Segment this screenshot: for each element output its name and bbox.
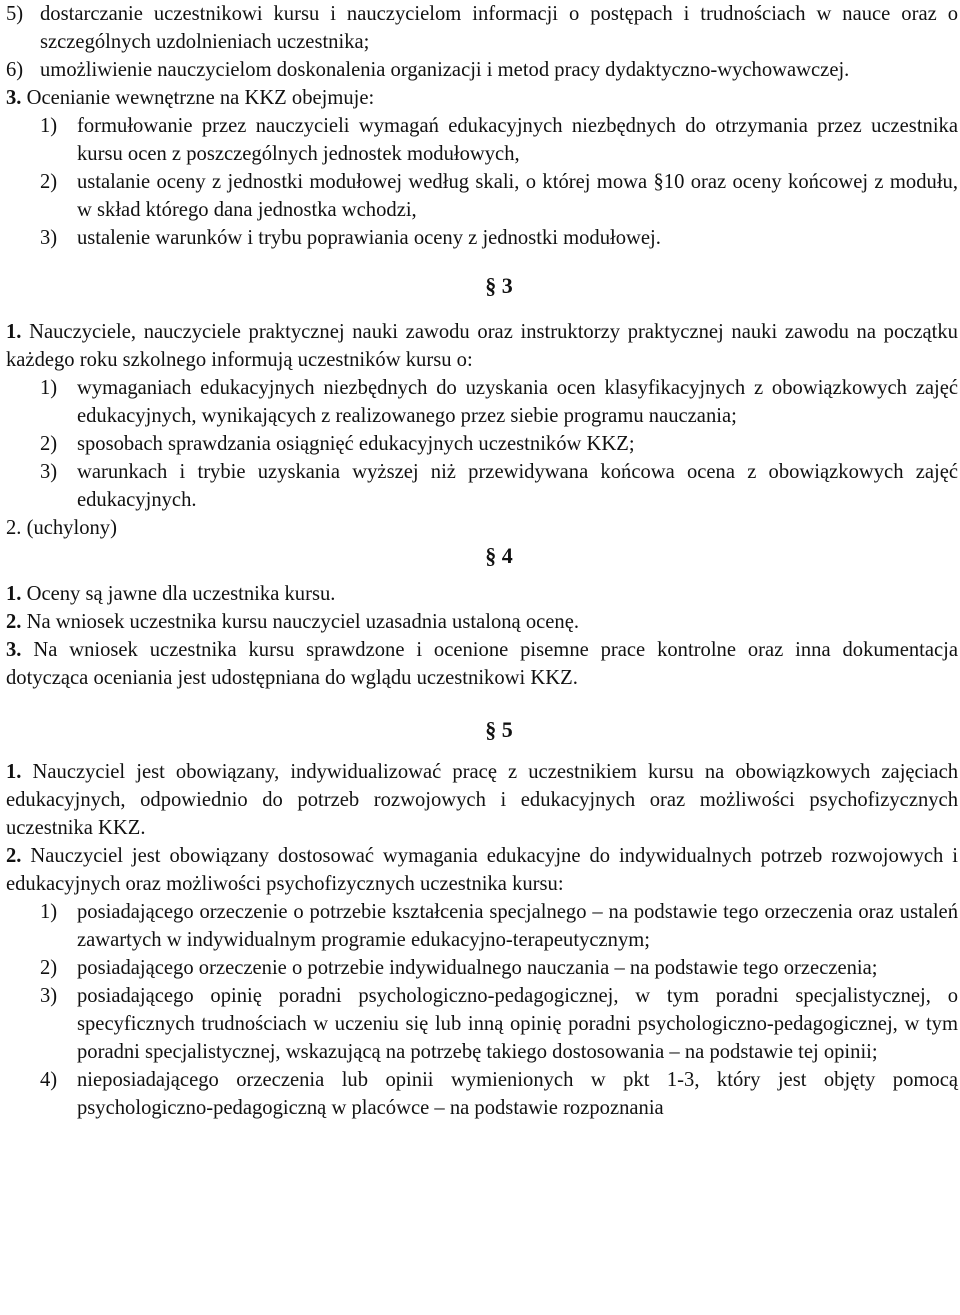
paragraph-text: Nauczyciele, nauczyciele praktycznej nauki zawodu oraz instruktorzy praktycznej nauki zawodu na początku każdego roku szkolnego informują uczestników kursu o: [6,321,958,371]
paragraph-text: Na wniosek uczestnika kursu sprawdzone i ocenione pisemne prace kontrolne oraz inna dokumentacja dotycząca oceniania jest udostępniana do wglądu uczestnikowi KKZ. [6,639,958,689]
paragraph-text: Nauczyciel jest obowiązany dostosować wymagania edukacyjne do indywidualnych potrzeb rozwojowych i edukacyjnych oraz możliwości psychofizycznych uczestnika kursu: [6,845,958,895]
section-heading: § 3 [485,273,513,298]
item-text: dostarczanie uczestnikowi kursu i nauczycielom informacji o postępach i trudnościach w nauce oraz o szczególnych uzdolnieniach uczestnika; [40,3,958,53]
paragraph-text: Na wniosek uczestnika kursu nauczyciel uzasadnia ustaloną ocenę. [26,611,579,633]
paragraph-text: Oceny są jawne dla uczestnika kursu. [26,583,336,605]
paragraph [6,318,958,374]
paragraph-number: 1. [6,321,22,343]
section-heading: § 4 [485,543,513,568]
item-number: 3) [40,985,58,1007]
item-text: posiadającego opinię poradni psychologiczno-pedagogicznej, w tym poradni specjalistycznej, o specyficznych trudnościach w uczeniu się lub inną opinię poradni psychologiczno-pedagogicznej, w tym poradni specjalistycznej, wskazującą na potrzebę takiego dostosowania – na podstawie tej opinii; [77,985,958,1063]
list-item [6,224,958,252]
paragraph-number: 2. [6,845,22,867]
list-item [6,458,958,514]
item-text: nieposiadającego orzeczenia lub opinii wymienionych w pkt 1-3, który jest objęty pomocą psychologiczno-pedagogiczną w placówce – na podstawie rozpoznania [77,1069,958,1119]
item-number: 1) [40,115,58,137]
paragraph [6,758,958,842]
paragraph-text: Nauczyciel jest obowiązany, indywidualizować pracę z uczestnikiem kursu na obowiązkowych zajęciach edukacyjnych, odpowiednio do potrzeb rozwojowych i edukacyjnych oraz możliwości psychofizycznych uczestnika KKZ. [6,761,959,839]
paragraph [6,842,958,898]
item-number: 3) [40,227,58,249]
paragraph [6,608,958,636]
list-item [6,898,958,954]
list-item [6,954,958,982]
paragraph-number: 1. [6,761,22,783]
item-text: sposobach sprawdzania osiągnięć edukacyjnych uczestników KKZ; [77,433,635,455]
paragraph-repealed: 2. (uchylony) [6,517,117,539]
item-number: 1) [40,377,58,399]
paragraph [6,636,958,692]
item-number: 3) [40,461,58,483]
list-item [6,430,958,458]
list-item [6,374,958,430]
item-text: formułowanie przez nauczycieli wymagań edukacyjnych niezbędnych do otrzymania przez uczestnika kursu ocen z poszczególnych jednostek modułowych, [77,115,958,165]
item-text: umożliwienie nauczycielom doskonalenia organizacji i metod pracy dydaktyczno-wychowawczej. [40,59,850,81]
paragraph-number: 3. [6,639,22,661]
item-number: 4) [40,1069,58,1091]
list-item [6,56,958,84]
list-item [6,1066,958,1122]
item-number: 1) [40,901,58,923]
section-heading: § 5 [485,717,513,742]
paragraph [6,84,958,112]
item-text: wymaganiach edukacyjnych niezbędnych do uzyskania ocen klasyfikacyjnych z obowiązkowych zajęć edukacyjnych, wynikających z realizowanego przez siebie programu nauczania; [77,377,958,427]
item-number: 2) [40,171,58,193]
list-item [6,982,958,1066]
paragraph-number: 3. [6,87,22,109]
list-item [6,168,958,224]
paragraph-text: Ocenianie wewnętrzne na KKZ obejmuje: [26,87,375,109]
item-number: 6) [6,59,24,81]
item-number: 5) [6,3,24,25]
paragraph-number: 1. [6,583,22,605]
list-item [6,112,958,168]
item-number: 2) [40,957,58,979]
item-text: warunkach i trybie uzyskania wyższej niż przewidywana końcowa ocena z obowiązkowych zajęć edukacyjnych. [77,461,958,511]
list-item [6,0,958,56]
item-text: posiadającego orzeczenie o potrzebie indywidualnego nauczania – na podstawie tego orzeczenia; [77,957,878,979]
item-text: ustalenie warunków i trybu poprawiania oceny z jednostki modułowej. [77,227,661,249]
paragraph [6,580,958,608]
item-text: posiadającego orzeczenie o potrzebie kształcenia specjalnego – na podstawie tego orzeczenia oraz ustaleń zawartych w indywidualnym programie edukacyjno-terapeutycznym; [77,901,958,951]
item-number: 2) [40,433,58,455]
paragraph-number: 2. [6,611,22,633]
item-text: ustalanie oceny z jednostki modułowej według skali, o której mowa §10 oraz oceny końcowej z modułu, w skład którego dana jednostka wchodzi, [77,171,958,221]
